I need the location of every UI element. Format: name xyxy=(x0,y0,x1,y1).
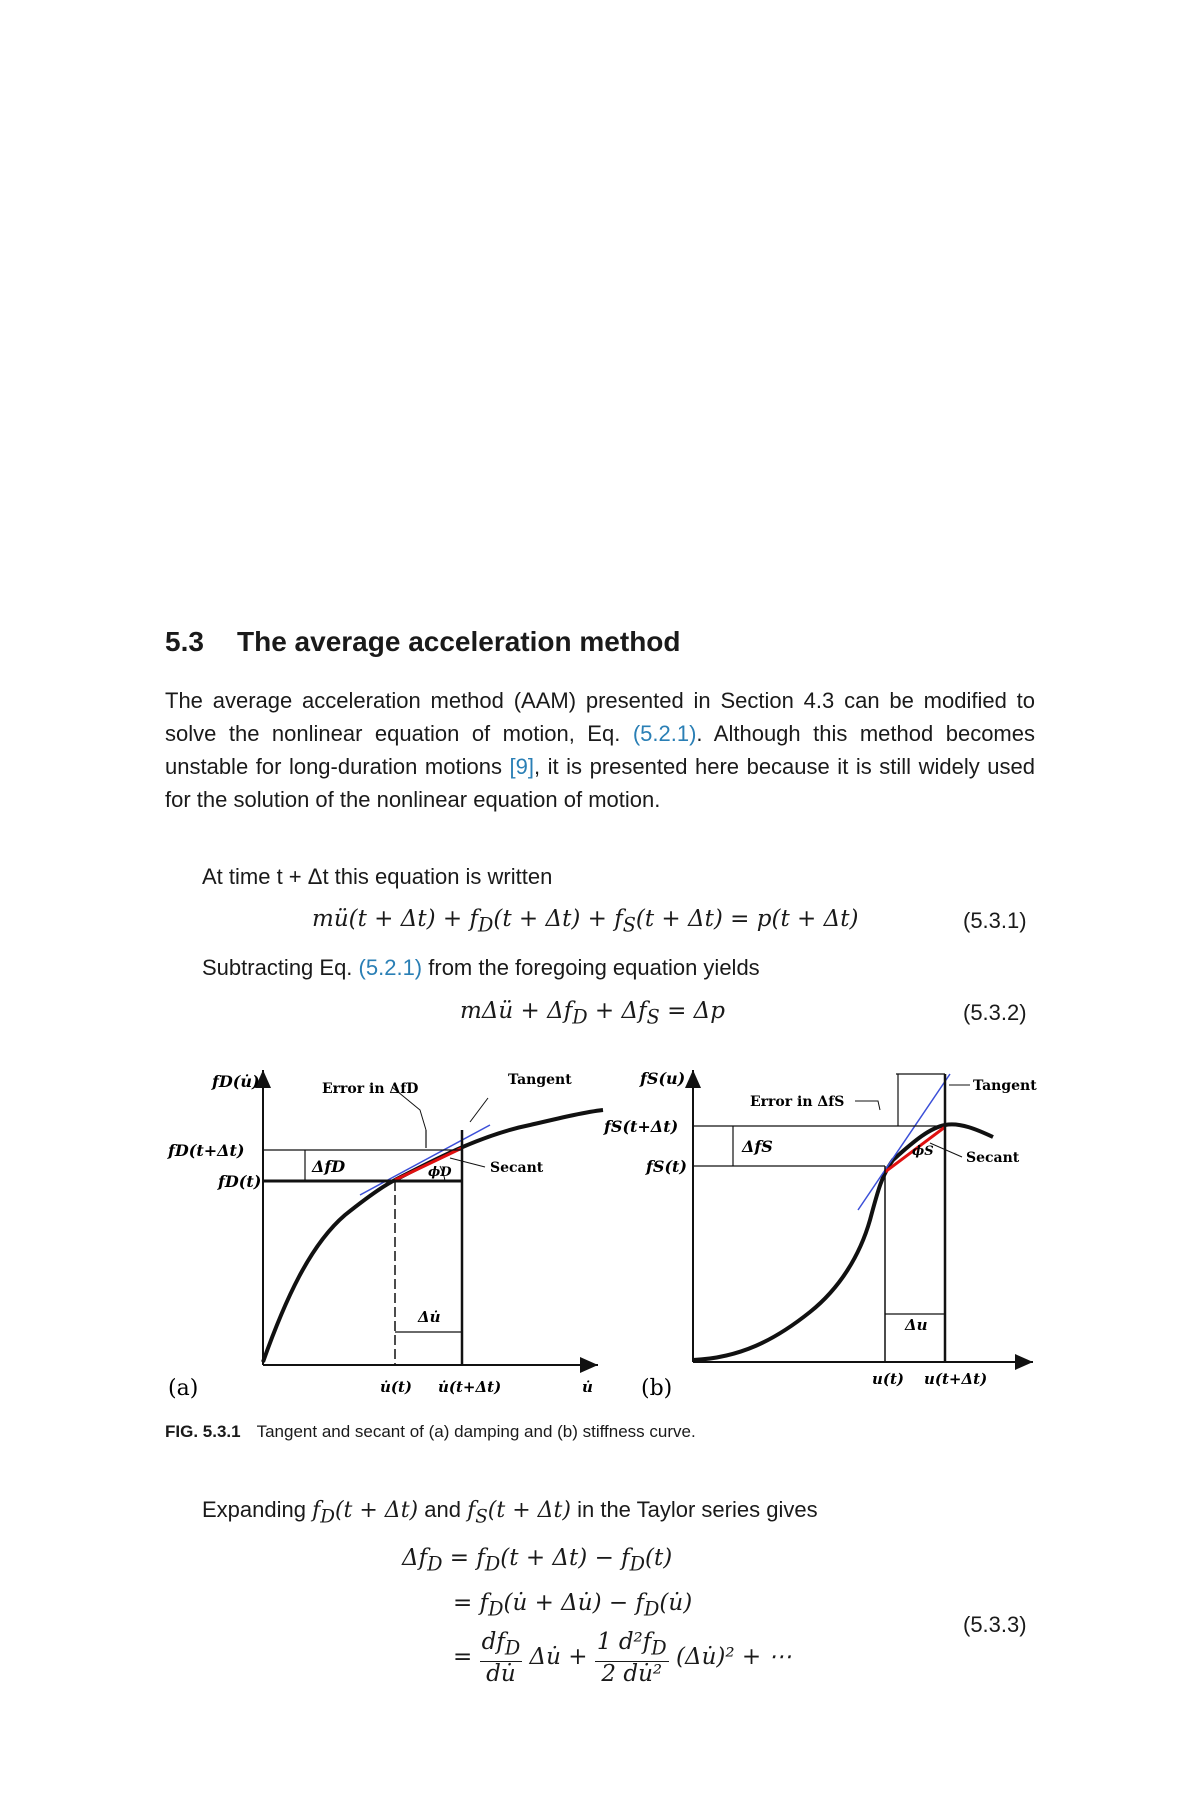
y-axis-label: fS(u) xyxy=(640,1069,686,1088)
delta-x-label: Δu xyxy=(905,1316,928,1334)
paragraph-text: , it is presented here because it is still widely used for the solution of the nonlinear equation of motion. xyxy=(165,754,1035,812)
error-leader xyxy=(855,1101,880,1110)
x-axis-label: u̇ xyxy=(582,1378,593,1396)
y-tick-bottom: fD(t) xyxy=(218,1172,262,1191)
y-tick-bottom: fS(t) xyxy=(646,1157,687,1176)
equation-5-3-3-line3: = $\frac{df_D}{du̇}$ Δu̇ + $\frac{1 d^2f_D}{\text{2 du̇²}}$ (Δu̇)² + ⋯ xyxy=(453,1629,792,1687)
paragraph-at-time: At time t + Δt this equation is written xyxy=(202,864,553,889)
y-tick-top: fS(t+Δt) xyxy=(604,1117,679,1136)
caption-label: FIG. 5.3.1 xyxy=(165,1422,241,1441)
panel-label: (b) xyxy=(641,1376,673,1401)
paragraph-text: Subtracting Eq. xyxy=(202,955,359,980)
panel-label: (a) xyxy=(168,1376,199,1401)
paragraph-text: The average acceleration method (AAM) presented in Section 4.3 can be modified to solve the nonlinear equation of motion, Eq. xyxy=(165,688,1035,746)
section-title: The average acceleration method xyxy=(237,626,681,657)
section-number: 5.3 xyxy=(165,626,204,657)
equation-link[interactable]: (5.2.1) xyxy=(632,721,697,746)
y-tick-top: fD(t+Δt) xyxy=(168,1141,245,1160)
angle-label: ϕS xyxy=(912,1144,934,1159)
section-heading xyxy=(165,626,681,658)
figure-caption xyxy=(165,1422,696,1442)
delta-f-label: ΔfD xyxy=(312,1157,346,1176)
figure-5-3-1 xyxy=(0,1050,1200,1410)
secant-label: Secant xyxy=(966,1150,1020,1166)
equation-number: (5.3.2) xyxy=(963,1000,1027,1025)
equation-5-3-1: mü(t + $\Delta t) + f_D(t + \Delta t) + f_S(t + \Delta t) = p(t + \Delta t)$ xyxy=(312,906,859,937)
tangent-line xyxy=(858,1074,950,1210)
x-tick-1: u̇(t) xyxy=(380,1378,413,1396)
tangent-leader xyxy=(470,1098,488,1122)
x-tick-2: u̇(t+Δt) xyxy=(438,1378,502,1396)
error-label: Error in ΔfS xyxy=(750,1094,845,1110)
tangent-line xyxy=(360,1125,490,1195)
secant-leader xyxy=(450,1158,485,1167)
equation-5-3-3-line2: = $f_D(u̇$ + Δu̇) − $f_D(u̇)$ xyxy=(453,1590,693,1621)
caption-text: Tangent and secant of (a) damping and (b) stiffness curve. xyxy=(256,1422,696,1441)
tangent-label: Tangent xyxy=(973,1078,1037,1094)
equation-5-3-2: mΔü + $\Delta f_D + \Delta f_S = \Delta p$ xyxy=(460,998,726,1029)
paragraph-intro xyxy=(165,684,1035,816)
equation-number: (5.3.1) xyxy=(963,908,1027,933)
y-axis-label: fD(u̇) xyxy=(212,1072,260,1091)
stiffness-curve xyxy=(693,1124,993,1360)
paragraph-text: . Although this method becomes unstable for long-duration motions xyxy=(165,721,1035,779)
error-label: Error in ΔfD xyxy=(322,1081,419,1097)
equation-number: (5.3.3) xyxy=(963,1612,1027,1637)
x-tick-1: u(t) xyxy=(872,1370,905,1388)
angle-label: ϕD xyxy=(428,1165,452,1180)
secant-label: Secant xyxy=(490,1160,544,1176)
paragraph-subtracting xyxy=(202,955,760,981)
panel-a xyxy=(167,1070,603,1401)
fraction-second-derivative: $\frac{1 d^2f_D}{\text{2 du̇²}}$ xyxy=(596,1629,667,1687)
paragraph-text: from the foregoing equation yields xyxy=(422,955,760,980)
equation-link[interactable]: (5.2.1) xyxy=(358,955,423,980)
panel-b xyxy=(603,1069,1037,1401)
x-tick-2: u(t+Δt) xyxy=(924,1370,988,1388)
paragraph-expanding: Expanding $f_D(t + \Delta t)$ and $f_S(t + \Delta t)$ in the Taylor series gives xyxy=(202,1497,818,1528)
delta-x-label: Δu̇ xyxy=(418,1308,441,1326)
delta-f-label: ΔfS xyxy=(742,1137,773,1156)
tangent-label: Tangent xyxy=(508,1072,572,1088)
fraction-first-derivative: $\frac{df_D}{du̇}$ xyxy=(481,1629,521,1687)
reference-link[interactable]: [9] xyxy=(509,754,534,779)
equation-5-3-3-line1: $\Delta f_D = f_D(t + \Delta t) - f_D(t)$ xyxy=(402,1545,673,1576)
